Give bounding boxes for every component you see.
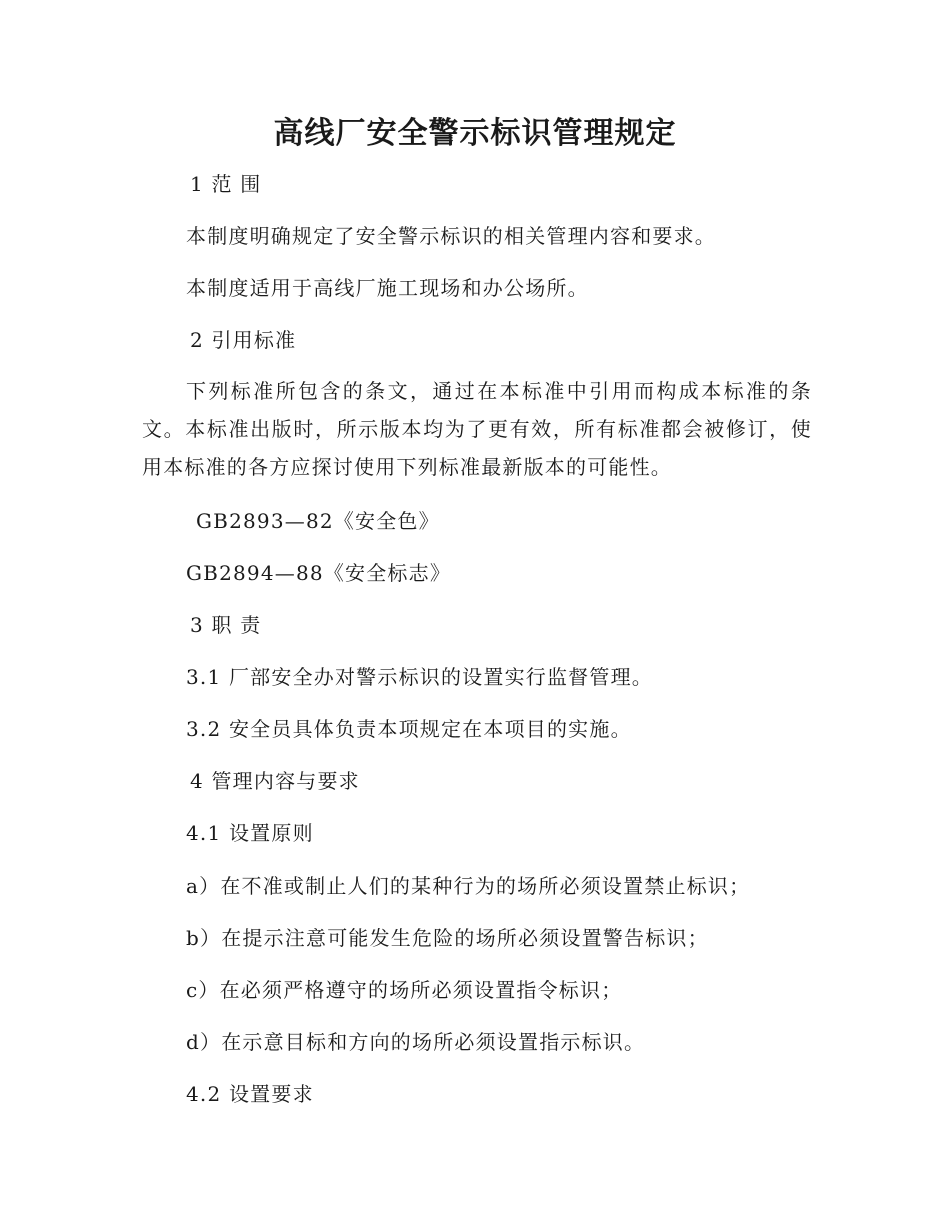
section-4-item-b: b）在提示注意可能发生危险的场所必须设置警告标识； [186, 926, 709, 950]
document-title: 高线厂安全警示标识管理规定 [273, 116, 677, 151]
reference-gb2894: GB2894—88《安全标志》 [186, 561, 452, 585]
section-1-heading: 1 范 围 [190, 172, 262, 196]
reference-gb2893: GB2893—82《安全色》 [196, 509, 440, 533]
section-2-heading: 2 引用标准 [190, 328, 297, 352]
section-3-2: 3.2 安全员具体负责本项规定在本项目的实施。 [186, 717, 632, 741]
section-2-paragraph: 下列标准所包含的条文，通过在本标准中引用而构成本标准的条文。本标准出版时，所示版本均为了更有效，所有标准都会被修订，使用本标准的各方应探讨使用下列标准最新版本的可能性。 [142, 379, 812, 479]
section-4-2: 4.2 设置要求 [186, 1082, 314, 1106]
section-3-1: 3.1 厂部安全办对警示标识的设置实行监督管理。 [186, 665, 653, 689]
section-1-paragraph-2: 本制度适用于高线厂施工现场和办公场所。 [186, 276, 589, 300]
section-1-paragraph-1: 本制度明确规定了安全警示标识的相关管理内容和要求。 [186, 224, 716, 248]
section-4-item-d: d）在示意目标和方向的场所必须设置指示标识。 [186, 1030, 646, 1054]
section-4-item-c: c）在必须严格遵守的场所必须设置指令标识； [186, 978, 623, 1002]
section-4-item-a: a）在不准或制止人们的某种行为的场所必须设置禁止标识； [186, 874, 751, 898]
section-4-1: 4.1 设置原则 [186, 821, 314, 845]
section-4-heading: 4 管理内容与要求 [190, 769, 360, 793]
section-3-heading: 3 职 责 [190, 613, 262, 637]
